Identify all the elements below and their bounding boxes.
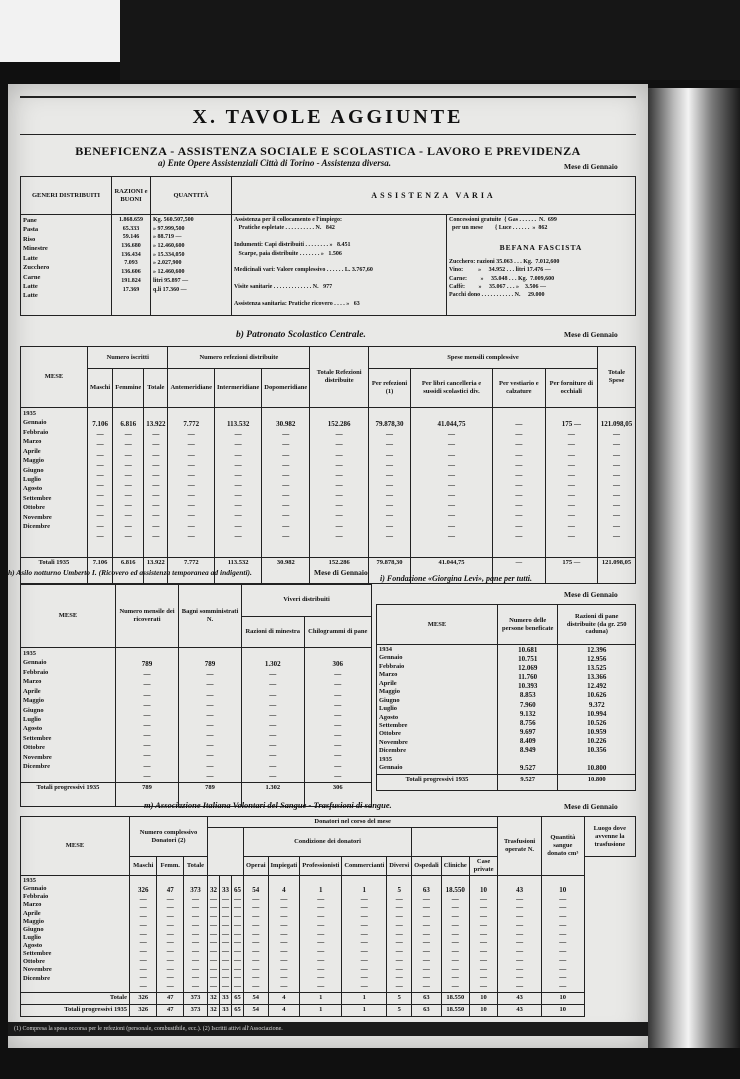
m-group-mese: Donatori nel corso del mese [208,817,498,828]
table-cell: 54 [244,1004,269,1016]
table-cell: 1.302 — — — — — — — — — — — [242,648,305,783]
assistenza-left [232,215,447,316]
table-cell: 13.922 — — — — — — — — — — — [144,408,168,558]
i-months: 1934 Gennaio Febbraio Marzo Aprile Maggio Giugno Luglio Agosto Settembre Ottobre Novembre Dicembre 1935 Gennaio [377,645,498,775]
table-cell: 113.532 [215,558,262,584]
table-cell: 326 [130,1004,157,1016]
table-cell: 5 [387,992,412,1004]
section-a-month: Mese di Gennaio [564,162,618,171]
table-cell: 41.044,75 [410,558,492,584]
table-cell: 43 — — — — — — — — — — — [498,876,542,993]
section-m-title: m) Associazione Italiana Volontari del Sangue - Trasfusioni di sangue. [144,800,392,810]
table-cell: 1 [342,1004,387,1016]
table-cell: 47 — — — — — — — — — — — [157,876,183,993]
table-cell: 789 [179,782,242,806]
h-col-bagni: Bagni somministrati N. [179,585,242,648]
title-rule [20,134,636,135]
b-months: 1935 Gennaio Febbraio Marzo Aprile Maggio Giugno Luglio Agosto Settembre Ottobre Novembre Dicembre [21,408,88,558]
b-group-iscritti: Numero iscritti [88,347,168,369]
m-total-label: Totale [21,992,130,1004]
table-cell: 65 [232,1004,244,1016]
table-cell: — — — — — — — — — — — — [492,408,545,558]
table-cell: 10 — — — — — — — — — — — [541,876,584,993]
table-cell: 1 [300,1004,342,1016]
b-col-femmine: Femmine [113,369,144,408]
razioni-list: 1.868.659 65.333 59.146 136.680 136.434 7.093 136.606 191.824 17.369 [112,215,151,316]
table-cell: 4 [268,992,300,1004]
table-cell: 1.302 [242,782,305,806]
assistenza-right [447,215,636,316]
h-col-ricoverati: Numero mensile dei ricoverati [116,585,179,648]
m-group-condizione: Condizione dei donatori [244,827,412,857]
table-cell: 47 [157,1004,183,1016]
table-cell: 326 [130,992,157,1004]
b-group-totale-refezioni: Totale Refezioni distribuite [310,347,369,408]
table-cell: 5 — — — — — — — — — — — [387,876,412,993]
i-col-razioni: Razioni di pane distribuite (da gr. 250 caduna) [558,605,636,645]
table-cell: 10 — — — — — — — — — — — [469,876,497,993]
table-cell: 47 [157,992,183,1004]
b-group-totale-spese: Totale Spese [597,347,635,408]
m-group-luogo: Luogo dove avvenne la trasfusione [584,817,635,857]
table-cell: 7.106 [88,558,113,584]
table-cell: — [492,558,545,584]
col-quantita: QUANTITÀ [151,177,232,215]
table-cell: 113.532 — — — — — — — — — — — [215,408,262,558]
b-col-spese-refezioni: Per refezioni (1) [369,369,411,408]
table-cell: 789 — — — — — — — — — — — [116,648,179,783]
b-group-refezioni: Numero refezioni distribuite [168,347,310,369]
h-col-razioni: Razioni di minestra [242,616,305,648]
page-subtitle: BENEFICENZA - ASSISTENZA SOCIALE E SCOLASTICA - LAVORO E PREVIDENZA [75,144,581,158]
table-cell: 789 [116,782,179,806]
table-cell: 33 [220,992,232,1004]
m-col-cliniche: Cliniche [441,857,469,876]
i-col-mese: MESE [377,605,498,645]
table-cell: 152.286 — — — — — — — — — — — [310,408,369,558]
section-h-month: Mese di Gennaio [314,568,368,577]
table-cell: 18.550 — — — — — — — — — — — [441,876,469,993]
m-total-prog-label: Totali progressivi 1935 [21,1004,130,1016]
b-col-spese-vestiario: Per vestiario e calzature [492,369,545,408]
col-assistenza: ASSISTENZA VARIA [232,177,636,215]
table-cell: 4 [268,1004,300,1016]
i-col-persone: Numero delle persone beneficate [498,605,558,645]
top-rule [20,96,636,98]
m-months: 1935 Gennaio Febbraio Marzo Aprile Maggio Giugno Luglio Agosto Settembre Ottobre Novembre Dicembre [21,876,130,993]
table-cell: 54 [244,992,269,1004]
table-cell: 10 [541,992,584,1004]
m-col-operai: Operai [244,857,269,876]
m-col-maschi: Maschi [130,857,157,876]
concessioni-text: Concessioni gratuite { Gas . . . . . . N. 699 per un mese { Luce . . . . . . » 862 [449,217,557,232]
m-col-trasfusioni: Trasfusioni operate N. [498,817,542,876]
col-generi: GENERI DISTRIBUITI [21,177,112,215]
m-col-mese: MESE [21,817,130,876]
table-h [20,584,372,807]
table-cell: 152.286 [310,558,369,584]
section-a-title: a) Ente Opere Assistenziali Città di Torino - Assistenza diversa. [158,158,392,168]
page-title: X. TAVOLE AGGIUNTE [192,106,464,128]
table-cell: 65 [232,992,244,1004]
table-cell: 65 — — — — — — — — — — — [232,876,244,993]
table-b [20,346,636,584]
table-cell: 43 [498,1004,542,1016]
h-total-label: Totali progressivi 1935 [21,782,116,806]
table-cell: 1 [342,992,387,1004]
table-cell: 30.982 [262,558,310,584]
table-cell: 10 [469,992,497,1004]
table-cell: 5 [387,1004,412,1016]
table-cell: 79.878,30 [369,558,411,584]
table-cell: 6.816 — — — — — — — — — — — [113,408,144,558]
table-cell: 63 [412,1004,442,1016]
table-cell: 306 [304,782,371,806]
m-col-impiegati: Impiegati [268,857,300,876]
b-col-mese: MESE [21,347,88,408]
table-cell: 54 — — — — — — — — — — — [244,876,269,993]
befana-title: BEFANA FASCISTA [499,242,583,252]
table-cell: 373 — — — — — — — — — — — [183,876,207,993]
table-cell: 43 [498,992,542,1004]
table-cell: 32 — — — — — — — — — — — [208,876,220,993]
table-cell: 373 [183,1004,207,1016]
m-col-femm: Femm. [157,857,183,876]
col-razioni: RAZIONI e BUONI [112,177,151,215]
b-group-spese: Spese mensili complessive [369,347,598,369]
table-cell: 121.098,05 [597,558,635,584]
table-cell: 18.550 [441,992,469,1004]
b-total-label: Totali 1935 [21,558,88,584]
i-razioni-values: 12.396 12.956 13.525 13.366 12.492 10.626 9.372 10.994 10.526 10.959 10.226 10.356 10.800 [558,645,636,775]
b-col-spese-libri: Per libri cancelleria e sussidi scolastici div. [410,369,492,408]
table-cell: 10 [541,1004,584,1016]
i-total-label: Totali progressivi 1935 [377,775,498,791]
table-a [20,176,636,316]
table-cell: 79.878,30 — — — — — — — — — — — [369,408,411,558]
table-cell: 10.800 [558,775,636,791]
m-col-totale: Totale [183,857,207,876]
table-cell: 326 — — — — — — — — — — — [130,876,157,993]
generi-list: Pane Pasta Riso Minestre Latte Zucchero Carne Latte Latte [21,215,112,316]
table-cell: 7.106 — — — — — — — — — — — [88,408,113,558]
table-cell: 1 [300,992,342,1004]
section-i-title: i) Fondazione «Giorgina Levi», pane per tutti. [380,574,533,583]
table-cell: 6.816 [113,558,144,584]
table-cell: 306 — — — — — — — — — — — [304,648,371,783]
i-persone-values: 10.681 10.751 12.069 11.760 10.393 8.853 7.960 9.132 8.756 9.697 8.409 8.949 9.527 [498,645,558,775]
section-b-title: b) Patronato Scolastico Centrale. [236,330,366,340]
table-cell: 1 — — — — — — — — — — — [342,876,387,993]
m-col-diversi: Diversi [387,857,412,876]
assistenza-left-text: Assistenza per il collocamento e l'impiego: Pratiche espletate . . . . . . . . . . N. 842 Indumenti: Capi distribuiti . . . . . . . . » 8.451 Scarpe, paia distribuite . . . . . . . » 1.506 Medicinali vari: Valore complessivo . . . . . . L. 3.767,60 Visite sanitarie . . . . . . . . . . . . . N. 977 Assistenza sanitaria: Pratiche ricovero . . . . » 63 [234,217,373,307]
table-cell: 175 — — — — — — — — — — — — [545,408,597,558]
table-cell: 63 [412,992,442,1004]
m-col-commercianti: Commercianti [342,857,387,876]
h-group-viveri: Viveri distribuiti [242,585,372,617]
section-b-month: Mese di Gennaio [564,330,618,339]
footnote: (1) Compresa la spesa occorsa per le refezioni (personale, combustibile, ecc.). (2) Iscritti attivi all'Associazione. [8,1022,648,1036]
m-col-quantita: Quantità sangue donato cm³ [541,817,584,876]
m-col-ospedali: Ospedali [412,857,442,876]
book-spine [646,88,740,1048]
quantita-list: Kg. 560.507,500 » 97.999,500 » 88.719 — » 12.460,600 » 15.334,050 » 2.027,900 » 12.460,600 litri 95.897 — q.li 17.360 — [151,215,232,316]
scan-shadow [120,0,740,80]
table-cell: 9.527 [498,775,558,791]
table-cell: 33 — — — — — — — — — — — [220,876,232,993]
section-i-month: Mese di Gennaio [564,590,618,599]
table-cell: 121.098,05 — — — — — — — — — — — [597,408,635,558]
table-cell: 33 [220,1004,232,1016]
table-cell: 175 — [545,558,597,584]
table-cell: 30.982 — — — — — — — — — — — [262,408,310,558]
b-col-spese-occhiali: Per forniture di occhiali [545,369,597,408]
table-cell: 32 [208,1004,220,1016]
b-col-totale: Totale [144,369,168,408]
table-m [20,816,636,1017]
b-col-interm: Intermeridiane [215,369,262,408]
h-months: 1935 Gennaio Febbraio Marzo Aprile Maggio Giugno Luglio Agosto Settembre Ottobre Novembre Dicembre [21,648,116,783]
table-cell: 10 [469,1004,497,1016]
b-col-dopom: Dopomeridiane [262,369,310,408]
m-col-case: Case private [469,857,497,876]
befana-text: Zucchero: razioni 35.063 . . . Kg. 7.012,600 Vino: » 34.952 . . . litri 17.476 — Carne: » 35.048 . . . Kg. 7.009,600 Caffè: » 35.067 . . . » 3.506 — Pacchi dono . . . . . . . . . . . N. 29.000 [449,258,560,299]
table-cell: 18.550 [441,1004,469,1016]
table-cell: 63 — — — — — — — — — — — [412,876,442,993]
section-m-month: Mese di Gennaio [564,802,618,811]
m-group-donatori: Numero complessivo Donatori (2) [130,817,208,857]
b-col-antem: Antemeridiane [168,369,215,408]
h-col-pane: Chilogrammi di pane [304,616,371,648]
m-col-professionisti: Professionisti [300,857,342,876]
m-subgroup [208,827,244,875]
table-cell: 7.772 — — — — — — — — — — — [168,408,215,558]
table-cell: 1 — — — — — — — — — — — [300,876,342,993]
table-cell: 41.044,75 — — — — — — — — — — — [410,408,492,558]
table-i [376,604,636,791]
table-cell: 32 [208,992,220,1004]
table-cell: 789 — — — — — — — — — — — [179,648,242,783]
table-cell: 13.922 [144,558,168,584]
h-col-mese: MESE [21,585,116,648]
b-col-maschi: Maschi [88,369,113,408]
section-h-title: h) Asilo notturno Umberto I. (Ricovero ed assistenza temporanea ad indigenti). [8,568,252,577]
table-cell: 4 — — — — — — — — — — — [268,876,300,993]
table-cell: 373 [183,992,207,1004]
document-page [8,84,648,1048]
table-cell: 7.772 [168,558,215,584]
